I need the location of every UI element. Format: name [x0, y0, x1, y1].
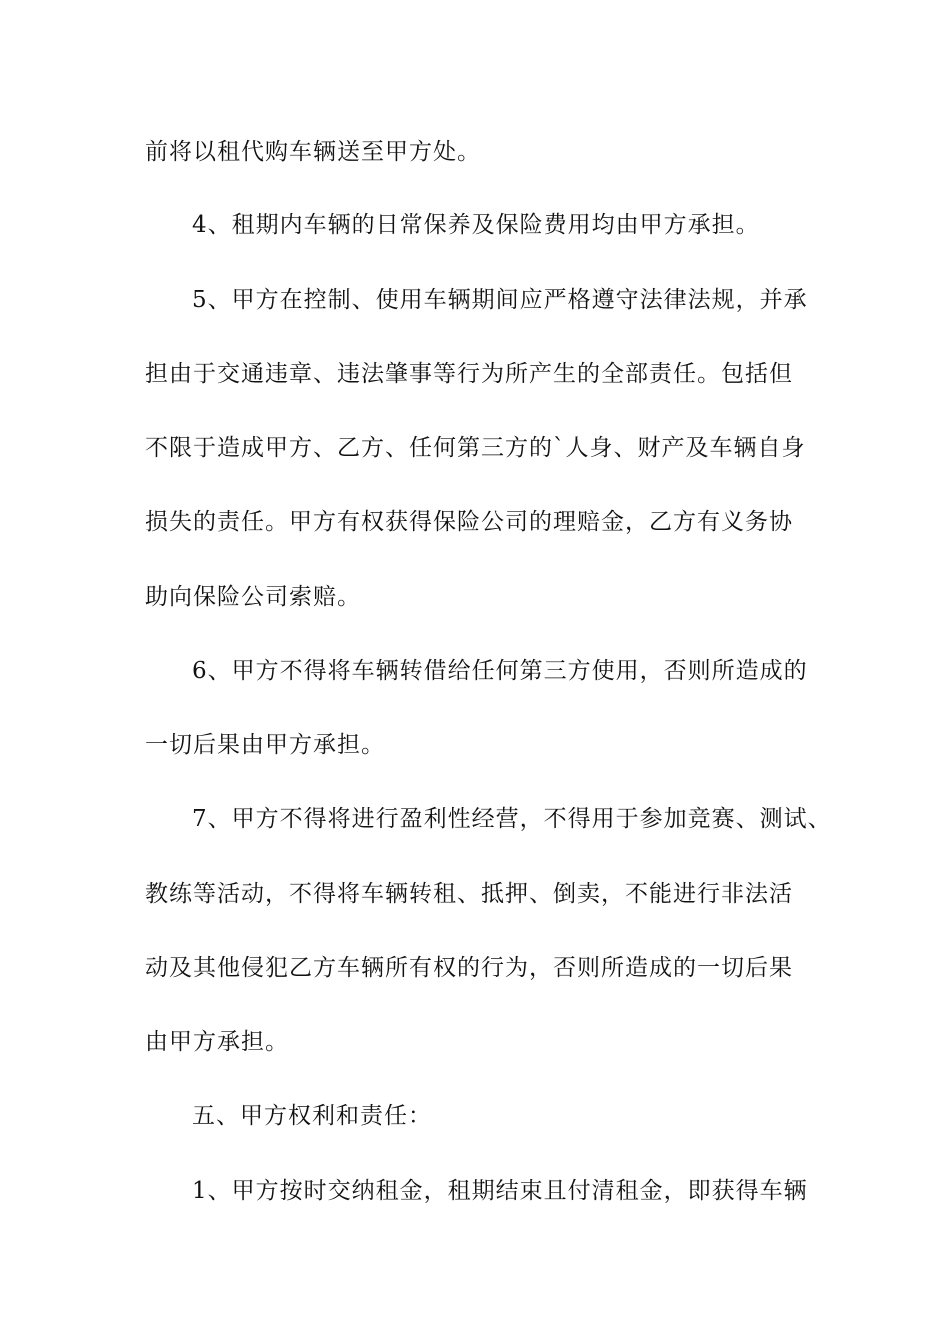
- clause-6-line-2: 一切后果由甲方承担。: [145, 732, 385, 758]
- clause-5-line-5: 助向保险公司索赔。: [145, 584, 361, 610]
- clause-5-line-2: 担由于交通违章、违法肇事等行为所产生的全部责任。包括但: [145, 361, 793, 387]
- clause-5-line-3: 不限于造成甲方、乙方、任何第三方的`人身、财产及车辆自身: [145, 435, 806, 461]
- section-five-heading: 五、甲方权利和责任：: [192, 1103, 432, 1129]
- clause-4-line-1: 4、租期内车辆的日常保养及保险费用均由甲方承担。: [192, 212, 760, 238]
- clause-7-line-4: 由甲方承担。: [145, 1029, 289, 1055]
- clause-7-line-1: 7、甲方不得将进行盈利性经营，不得用于参加竞赛、测试、: [192, 806, 832, 832]
- clause-7-line-3: 动及其他侵犯乙方车辆所有权的行为，否则所造成的一切后果: [145, 955, 793, 981]
- section-five-clause-1-line-1: 1、甲方按时交纳租金，租期结束且付清租金，即获得车辆: [192, 1178, 808, 1204]
- clause-7-line-2: 教练等活动，不得将车辆转租、抵押、倒卖，不能进行非法活: [145, 881, 793, 907]
- clause-6-line-1: 6、甲方不得将车辆转借给任何第三方使用，否则所造成的: [192, 658, 808, 684]
- clause-5-line-1: 5、甲方在控制、使用车辆期间应严格遵守法律法规，并承: [192, 287, 808, 313]
- clause-5-line-4: 损失的责任。甲方有权获得保险公司的理赔金，乙方有义务协: [145, 509, 793, 535]
- paragraph-line-1: 前将以租代购车辆送至甲方处。: [145, 139, 481, 165]
